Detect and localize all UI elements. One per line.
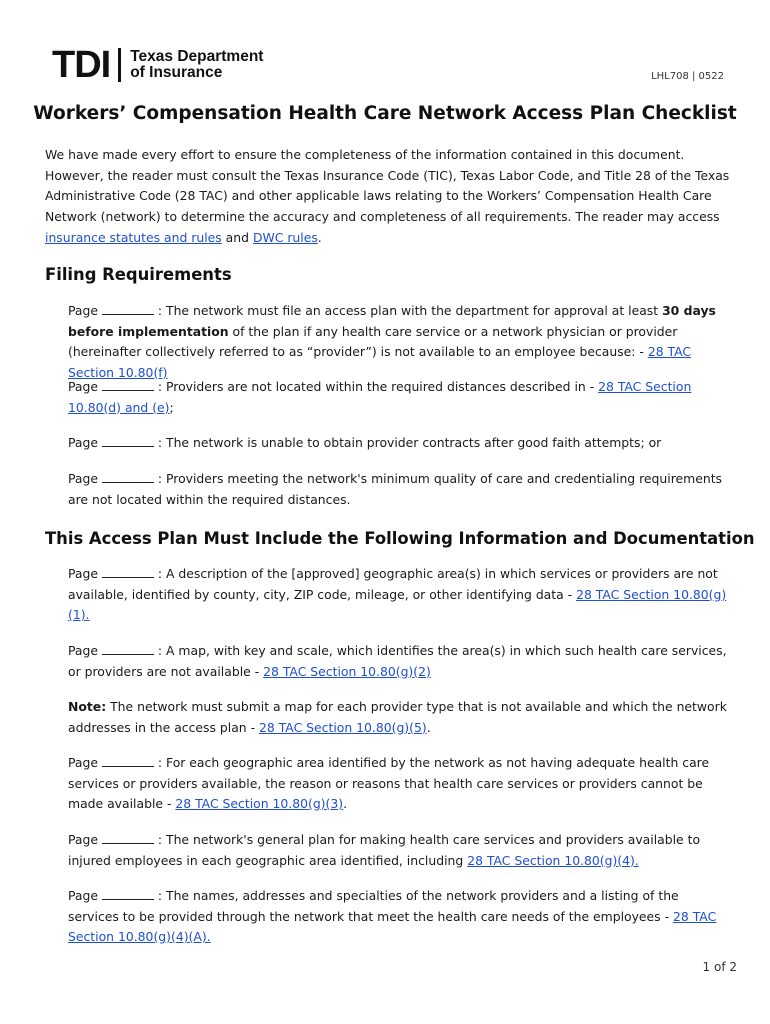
item-post: . — [343, 796, 348, 811]
rule-link[interactable]: 28 TAC Section 10.80(g)(4)(A). — [68, 908, 717, 944]
checklist-item — [68, 469, 732, 510]
logo-line-1: Texas Department — [130, 48, 264, 65]
page-label: Page — [68, 566, 98, 581]
rule-link[interactable]: 28 TAC Section 10.80(g)(3) — [175, 796, 344, 811]
item-text: : For each geographic area identified by the network as not having adequate health care services or providers available, the reason or reasons that health care services or providers cannot be made available - — [68, 755, 710, 811]
intro-end: . — [317, 229, 322, 245]
page-label: Page — [68, 471, 98, 486]
page-label: Page — [68, 379, 98, 394]
intro-paragraph — [45, 145, 735, 249]
checklist-item — [68, 377, 732, 418]
logo-divider — [118, 48, 121, 82]
item-bold: 30 days before implementation — [68, 303, 716, 339]
page-label: Page — [68, 435, 98, 450]
item-post: ; — [169, 399, 174, 415]
page-blank[interactable] — [102, 303, 154, 315]
checklist-item — [68, 641, 732, 682]
note-paragraph — [68, 697, 732, 738]
intro-and: and — [221, 229, 253, 245]
dwc-rules-link[interactable]: DWC rules — [252, 229, 318, 245]
item-text: : A description of the [approved] geographic area(s) in which services or providers are not available, identified by county, city, ZIP code, mileage, or other identifying data - — [68, 566, 718, 602]
item-text: : Providers are not located within the required distances described in - — [153, 379, 599, 394]
item-text: : The names, addresses and specialties of the network providers and a listing of the services to be provided through the network that meet the health care needs of the employees - — [68, 888, 679, 924]
page-blank[interactable] — [102, 471, 154, 483]
checklist-item — [68, 301, 732, 383]
logo-line-2: of Insurance — [130, 64, 223, 81]
page-blank[interactable] — [102, 566, 154, 578]
rule-link[interactable]: 28 TAC Section 10.80(g)(4). — [467, 852, 639, 868]
logo-mark: TDI — [52, 44, 111, 86]
note-label: Note: — [68, 699, 107, 714]
item-text: : The network must file an access plan with the department for approval at least — [153, 303, 663, 318]
rule-link[interactable]: 28 TAC Section 10.80(g)(2) — [263, 663, 431, 679]
rule-link[interactable]: 28 TAC Section 10.80(g)(1). — [68, 586, 727, 622]
page-label: Page — [68, 888, 98, 903]
page-label: Page — [68, 832, 98, 847]
document-id: LHL708 | 0522 — [651, 71, 724, 82]
page-blank[interactable] — [102, 379, 154, 391]
section-heading-filing: Filing Requirements — [45, 265, 232, 284]
section-heading-access-plan: This Access Plan Must Include the Following Information and Documentation — [45, 529, 755, 548]
item-text: : A map, with key and scale, which identifies the area(s) in which such health care services, or providers are not available - — [68, 643, 727, 679]
item-post: . — [426, 719, 431, 735]
intro-text: We have made every effort to ensure the completeness of the information contained in this document. However, the reader must consult the Texas Insurance Code (TIC), Texas Labor Code, and Title 28 of the Texas Administrative Code (28 TAC) and other applicable laws relating to the Workers’ Compensation Health Care Network (network) to determine the accuracy and completeness of all requirements. The reader may access — [45, 147, 730, 225]
checklist-item — [68, 886, 732, 948]
checklist-item — [68, 433, 732, 454]
page-label: Page — [68, 755, 98, 770]
page-blank[interactable] — [102, 435, 154, 447]
page-blank[interactable] — [102, 888, 154, 900]
rule-link[interactable]: 28 TAC Section 10.80(f) — [68, 344, 692, 380]
checklist-item — [68, 753, 732, 815]
item-text: The network must submit a map for each provider type that is not available and which the network addresses in the access plan - — [68, 699, 727, 735]
item-text: : Providers meeting the network's minimum quality of care and credentialing requirements are not located within the required distances. — [68, 471, 723, 507]
item-text: : The network's general plan for making health care services and providers available to injured employees in each geographic area identified, including — [68, 832, 701, 868]
page-title: Workers’ Compensation Health Care Network Access Plan Checklist — [33, 103, 737, 124]
logo-text — [130, 49, 263, 81]
page-label: Page — [68, 303, 98, 318]
insurance-statutes-link[interactable]: insurance statutes and rules — [45, 229, 222, 245]
checklist-item — [68, 564, 732, 626]
tdi-logo — [52, 44, 264, 86]
page-blank[interactable] — [102, 832, 154, 844]
rule-link[interactable]: 28 TAC Section 10.80(g)(5) — [259, 719, 427, 735]
page-label: Page — [68, 643, 98, 658]
rule-link[interactable]: 28 TAC Section 10.80(d) and (e) — [68, 379, 692, 415]
page-blank[interactable] — [102, 643, 154, 655]
page-number: 1 of 2 — [702, 960, 737, 974]
page-blank[interactable] — [102, 755, 154, 767]
item-text: : The network is unable to obtain provider contracts after good faith attempts; or — [153, 435, 662, 450]
item-text: of the plan if any health care service or a network physician or provider (hereinafter collectively referred to as “provider”) is not available to an employee because: - — [68, 323, 678, 359]
checklist-item — [68, 830, 732, 871]
